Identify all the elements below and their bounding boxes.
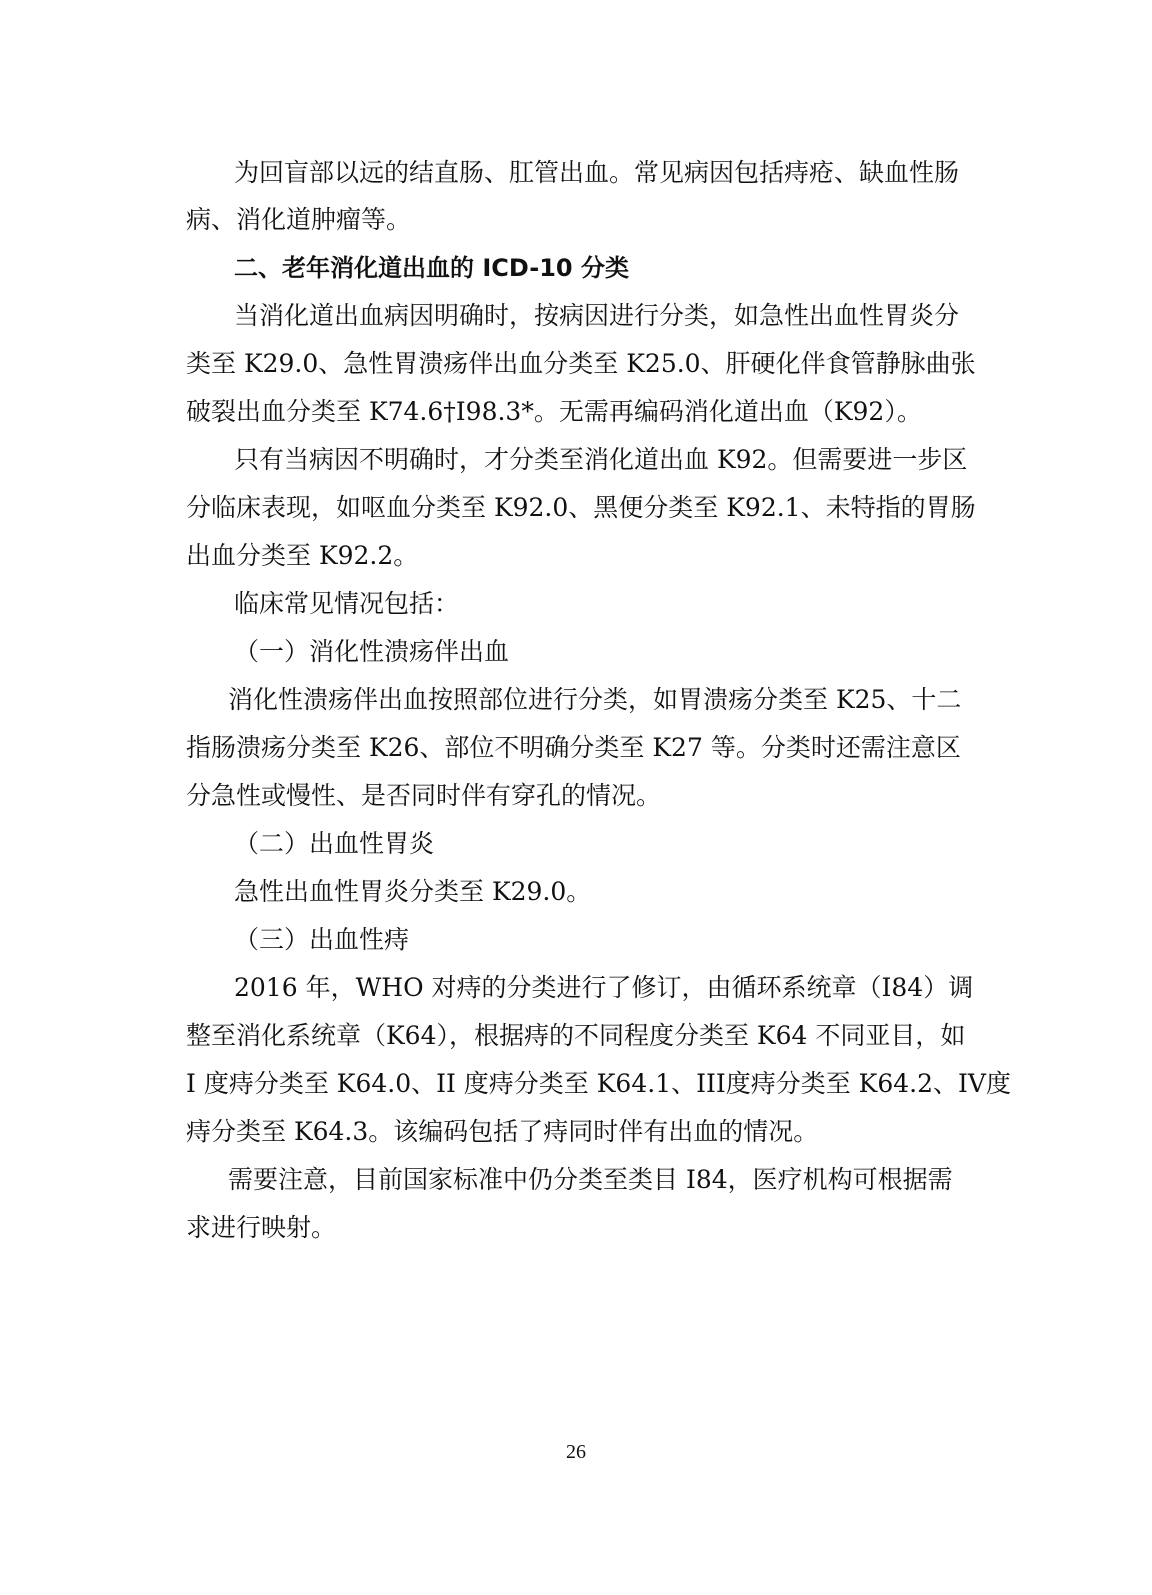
paragraph-line: 求进行映射。 <box>186 1213 337 1242</box>
paragraph-line: 为回盲部以远的结直肠、肛管出血。常见病因包括痔疮、缺血性肠 <box>234 158 960 187</box>
section-heading: 二、老年消化道出血的 ICD-10 分类 <box>234 254 629 282</box>
paragraph-line: 病、消化道肿瘤等。 <box>186 205 412 234</box>
paragraph-line: 急性出血性胃炎分类至 K29.0。 <box>234 877 592 906</box>
subsection-heading: （二）出血性胃炎 <box>234 829 435 858</box>
paragraph-line: 需要注意，目前国家标准中仍分类至类目 I84，医疗机构可根据需 <box>228 1165 953 1194</box>
paragraph-line: 分急性或慢性、是否同时伴有穿孔的情况。 <box>186 781 662 810</box>
paragraph-line: 临床常见情况包括： <box>234 589 460 618</box>
page-number: 26 <box>566 1441 586 1463</box>
paragraph-line: 痔分类至 K64.3。该编码包括了痔同时伴有出血的情况。 <box>186 1117 819 1146</box>
paragraph-line: 指肠溃疡分类至 K26、部位不明确分类至 K27 等。分类时还需注意区 <box>186 733 961 762</box>
paragraph-line: I 度痔分类至 K64.0、II 度痔分类至 K64.1、III度痔分类至 K64.2、IV度 <box>186 1069 1011 1098</box>
subsection-heading: （一）消化性溃疡伴出血 <box>234 637 510 666</box>
paragraph-line: 只有当病因不明确时，才分类至消化道出血 K92。但需要进一步区 <box>234 445 968 474</box>
paragraph-line: 出血分类至 K92.2。 <box>186 541 419 570</box>
paragraph-line: 类至 K29.0、急性胃溃疡伴出血分类至 K25.0、肝硬化伴食管静脉曲张 <box>186 349 976 378</box>
subsection-heading: （三）出血性痔 <box>234 925 410 954</box>
paragraph-line: 当消化道出血病因明确时，按病因进行分类，如急性出血性胃炎分 <box>234 301 960 330</box>
paragraph-line: 分临床表现，如呕血分类至 K92.0、黑便分类至 K92.1、未特指的胃肠 <box>186 493 976 522</box>
paragraph-line: 整至消化系统章（K64），根据痔的不同程度分类至 K64 不同亚目，如 <box>186 1021 966 1050</box>
paragraph-line: 破裂出血分类至 K74.6†I98.3*。无需再编码消化道出血（K92）。 <box>186 397 922 426</box>
paragraph-line: 消化性溃疡伴出血按照部位进行分类，如胃溃疡分类至 K25、十二 <box>228 685 962 714</box>
paragraph-line: 2016 年，WHO 对痔的分类进行了修订，由循环系统章（I84）调 <box>234 973 974 1002</box>
